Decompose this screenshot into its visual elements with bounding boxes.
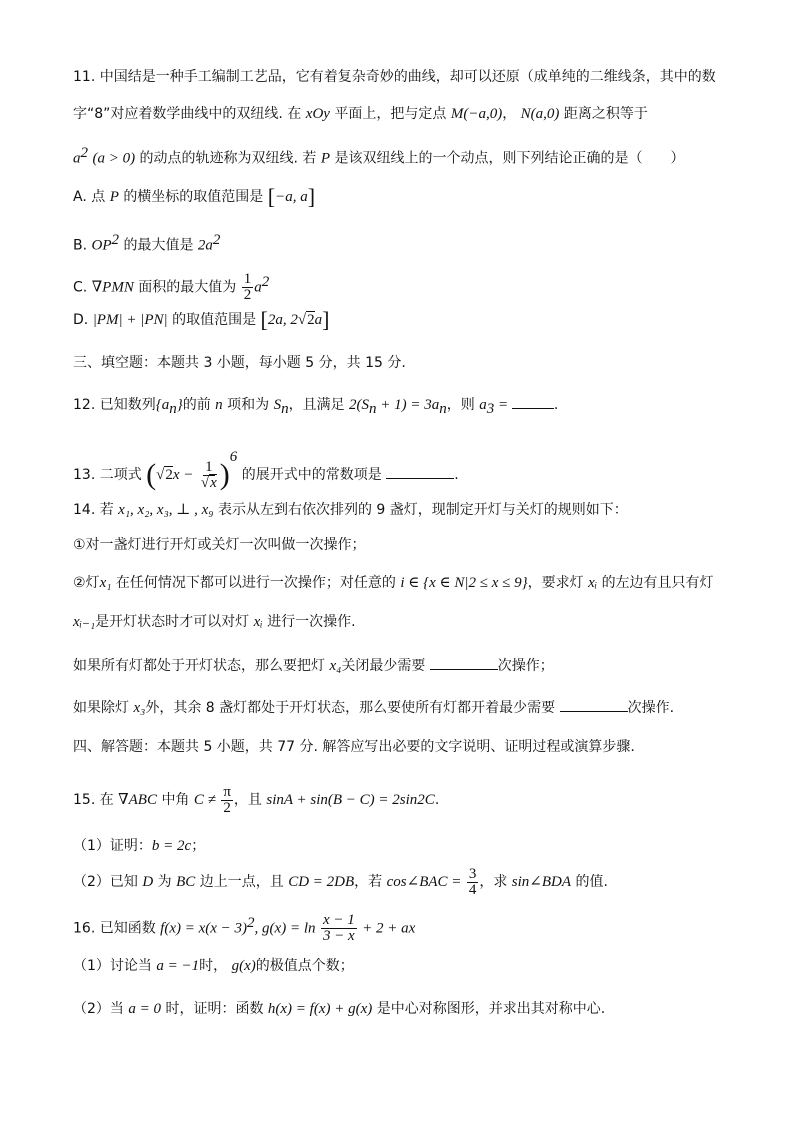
q15-line — [73, 780, 439, 820]
q16-text: （2）当 — [73, 1001, 124, 1017]
q16-text: 是中心对称图形，并求出其对称中心. — [376, 1001, 606, 1017]
q15-text: 的值. — [575, 874, 608, 890]
q11-sup: 2 — [212, 232, 221, 248]
q15-math: sin∠BDA — [511, 874, 572, 890]
q14-line3 — [73, 573, 714, 593]
q11-text: 平面上，把与定点 — [334, 106, 447, 122]
sqrt-radicand: 2 — [307, 312, 315, 328]
q16-text: 的极值点个数； — [255, 958, 354, 974]
q16-math: f(x) = x(x − 3) — [160, 920, 248, 937]
q14-text: 外，其余 8 盏灯都处于开灯状态，那么要使所有灯都开着最少需要 — [145, 700, 556, 716]
q12-math: 2(S — [349, 397, 370, 413]
fraction-numerator: 3 — [468, 865, 477, 882]
q11-math: 2a — [197, 237, 213, 254]
q11-math: a — [314, 312, 323, 328]
bracket: ] — [322, 307, 330, 332]
sqrt-radicand: 2 — [165, 467, 173, 483]
q12-math: = — [494, 397, 512, 413]
q15-math: BC — [176, 874, 196, 890]
q15-text: ，若 — [354, 874, 383, 890]
q11-option-a — [73, 184, 316, 209]
q12-text: ，且满足 — [288, 397, 345, 413]
q11-text: 距离之积等于 — [563, 106, 648, 122]
q11-text: 的取值范围是 — [172, 312, 257, 328]
q16-sup: 2 — [247, 915, 255, 931]
q11-math: ∇PMN — [91, 279, 134, 296]
q12-sub: n — [281, 400, 289, 417]
q11-text: 的动点的轨迹称为双纽线. 若 — [139, 150, 317, 167]
q12-sub: 3 — [486, 400, 495, 417]
q16-math: h(x) = f(x) + g(x) — [267, 1001, 373, 1017]
q11-line3 — [73, 143, 685, 169]
q16-part2 — [73, 999, 605, 1019]
answer-blank[interactable] — [560, 697, 628, 712]
q11-math: M(−a,0) — [450, 106, 503, 122]
fraction — [199, 460, 219, 491]
q11-line1 — [73, 67, 716, 87]
q11-text: 面积的最大值为 — [138, 279, 237, 296]
q15-math: sinA + sin(B − C) = 2sin2C — [266, 792, 435, 808]
option-d-label: D. — [73, 312, 89, 328]
q16-text: 16. 已知函数 — [73, 920, 156, 937]
q11-option-b — [73, 230, 220, 256]
q15-text: 为 — [157, 874, 172, 890]
option-b-label: B. — [73, 237, 88, 254]
q16-math: g(x) — [231, 958, 256, 974]
q16-math: a = 0 — [128, 1001, 161, 1017]
fraction-denominator: 2 — [223, 799, 231, 816]
answer-blank[interactable] — [430, 655, 498, 670]
q11-sup: 2 — [111, 232, 120, 248]
q14-math: i ∈ {x ∈ N|2 ≤ x ≤ 9} — [400, 575, 528, 591]
q12-line: 12. 已知数列$\{a_n\}$的前 n 项和为 $S_n$，且满足 $2(S_n + 1) = 3a_n$，则 $a_3$ = . — [73, 394, 558, 419]
q11-text: 11. 中国结是一种手工编制工艺品，它有着复杂奇妙的曲线，却可以还原（成单纯的二维线条，其中的数 — [73, 69, 716, 85]
q12-math: + 1) = 3a — [376, 397, 440, 413]
q12-text: 的前 — [182, 397, 211, 413]
answer-blank[interactable] — [386, 464, 454, 479]
q11-math: N(a,0) — [520, 106, 560, 122]
q15-math: CD = 2DB — [288, 874, 355, 890]
q14-text: 次操作； — [497, 658, 554, 674]
q11-text: 的横坐标的取值范围是 — [123, 189, 264, 205]
fraction — [321, 913, 357, 944]
q14-text: 次操作. — [627, 700, 675, 716]
q11-math: xOy — [305, 106, 330, 122]
q16-text: （1）讨论当 — [73, 958, 152, 974]
q11-math: a — [254, 279, 262, 296]
sqrt-radicand: x — [210, 474, 217, 491]
q14-line1 — [73, 500, 628, 520]
q11-text: ， — [502, 106, 517, 122]
q12-text: 12. 已知数列 — [73, 397, 156, 413]
fraction-denominator: 2 — [243, 287, 252, 304]
q14-math: xᵢ₋₁ — [73, 614, 96, 630]
q15-text: 中角 — [161, 792, 190, 808]
q15-math: ∇ABC — [118, 792, 157, 808]
q14-math: x₄ — [329, 658, 342, 674]
q14-text: 表示从左到右依次排列的 9 盏灯，现制定开灯与关灯的规则如下： — [217, 502, 628, 518]
fraction-numerator: 1 — [243, 271, 252, 288]
q11-math: 2a, 2 — [267, 312, 298, 328]
q14-line5 — [73, 655, 554, 676]
q14-text: 如果除灯 — [73, 700, 129, 716]
q15-text: （1）证明： — [73, 838, 152, 854]
q12-math: a — [479, 397, 487, 413]
fraction-numerator: 1 — [205, 458, 213, 475]
q11-text: 的最大值是 — [123, 237, 194, 254]
q15-part1 — [73, 836, 205, 856]
bracket: [ — [267, 184, 276, 209]
option-a-label: A. 点 — [73, 189, 106, 205]
q11-math: P — [109, 189, 119, 205]
q16-text: 时， — [199, 958, 228, 974]
q11-line2 — [73, 104, 648, 124]
q12-math: S — [273, 397, 282, 413]
q16-math: , g(x) = ln — [254, 920, 316, 937]
q14-text: 14. 若 — [73, 502, 114, 518]
q14-text: 是开灯状态时才可以对灯 — [95, 614, 250, 630]
fraction — [242, 272, 254, 303]
paren: ( — [146, 458, 157, 491]
section-3-heading: 三、填空题：本题共 3 小题，每小题 5 分，共 15 分. — [73, 355, 406, 371]
q15-text: ； — [191, 838, 206, 854]
fraction-numerator: π — [223, 783, 231, 800]
q14-math: xᵢ — [253, 614, 263, 630]
fraction-numerator: x − 1 — [322, 912, 355, 929]
q12-math: n — [215, 397, 223, 413]
q14-line2: ①对一盏灯进行开灯或关灯一次叫做一次操作； — [73, 537, 366, 553]
q11-math: a — [73, 150, 81, 167]
q11-math: |PM| + |PN| — [92, 312, 168, 328]
fraction — [221, 785, 233, 816]
q14-line4 — [73, 612, 356, 632]
q11-text: 字“8”对应着数学曲线中的双纽线. 在 — [73, 106, 302, 122]
q12-math: {a — [155, 397, 170, 413]
q11-sup: 2 — [261, 274, 270, 290]
bracket: ] — [307, 184, 316, 209]
q16-text: 时，证明：函数 — [165, 1001, 264, 1017]
q14-text: 关闭最少需要 — [341, 658, 426, 674]
q13-line: 13. 二项式 (√2x − $\frac{1}{√x}$ )$^6$ 的展开式中的常数项是 . — [73, 449, 459, 491]
q11-math: P — [320, 150, 331, 167]
option-c-label: C. — [73, 279, 88, 296]
q13-text: 的展开式中的常数项是 — [241, 467, 382, 483]
answer-blank[interactable] — [512, 394, 554, 409]
q14-line6 — [73, 697, 674, 718]
q15-text: ，且 — [233, 792, 262, 808]
q12-sub: n — [439, 400, 447, 417]
q11-text: 是该双纽线上的一个动点，则下列结论正确的是（ ） — [334, 150, 685, 167]
fraction — [467, 867, 479, 898]
q11-sup: 2 — [80, 145, 88, 161]
q14-text: 进行一次操作. — [267, 614, 356, 630]
q15-math: C ≠ — [193, 792, 216, 808]
q15-part2 — [73, 862, 608, 902]
q14-math: x₁, x₂, x₃, ⊥ , x₉ — [118, 502, 214, 518]
q13-math: x − — [172, 467, 194, 483]
q15-text: 15. 在 — [73, 792, 114, 808]
q12-text: 项和为 — [227, 397, 270, 413]
fraction-denominator: 3 − x — [322, 928, 355, 945]
q16-math: a = −1 — [156, 958, 200, 974]
q13-text: 13. 二项式 — [73, 467, 142, 483]
q15-math: D — [142, 874, 154, 890]
q11-math: OP — [91, 237, 112, 254]
q15-text: （2）已知 — [73, 874, 138, 890]
q15-text: . — [434, 792, 440, 808]
q11-option-c — [73, 262, 269, 302]
q14-text: ②灯 — [73, 575, 100, 591]
q15-text: 边上一点，且 — [199, 874, 284, 890]
paren: ) — [219, 458, 230, 491]
bracket: [ — [260, 307, 268, 332]
fraction-denominator: 4 — [468, 881, 477, 898]
section-4-heading: 四、解答题：本题共 5 小题，共 77 分. 解答应写出必要的文字说明、证明过程或演算步骤. — [73, 739, 635, 755]
q14-math: xᵢ — [588, 575, 598, 591]
q11-math: (a > 0) — [92, 150, 136, 167]
q12-sub: n — [369, 400, 377, 417]
q16-math: + 2 + ax — [362, 920, 416, 937]
q11-option-d: D. |PM| + |PN| 的取值范围是 [2a, 2√2a] — [73, 307, 330, 332]
q14-math: x₁ — [99, 575, 112, 591]
q15-math: cos∠BAC = — [386, 874, 462, 890]
fraction-denominator: √x — [200, 474, 217, 491]
q16-part1 — [73, 956, 354, 976]
q15-text: ，求 — [479, 874, 508, 890]
q12-text: ，则 — [446, 397, 475, 413]
q13-sup: 6 — [229, 449, 238, 465]
q11-math: −a, a — [275, 189, 308, 205]
q15-math: b = 2c — [151, 838, 192, 854]
q12-math: } — [176, 397, 183, 413]
q14-math: x₃ — [133, 700, 146, 716]
q14-text: 在任何情况下都可以进行一次操作；对任意的 — [115, 575, 396, 591]
q14-text: ，要求灯 — [527, 575, 584, 591]
q14-text: 如果所有灯都处于开灯状态，那么要把灯 — [73, 658, 325, 674]
q12-sub: n — [169, 400, 177, 417]
q16-line — [73, 903, 415, 943]
q14-text: 的左边有且只有灯 — [601, 575, 714, 591]
